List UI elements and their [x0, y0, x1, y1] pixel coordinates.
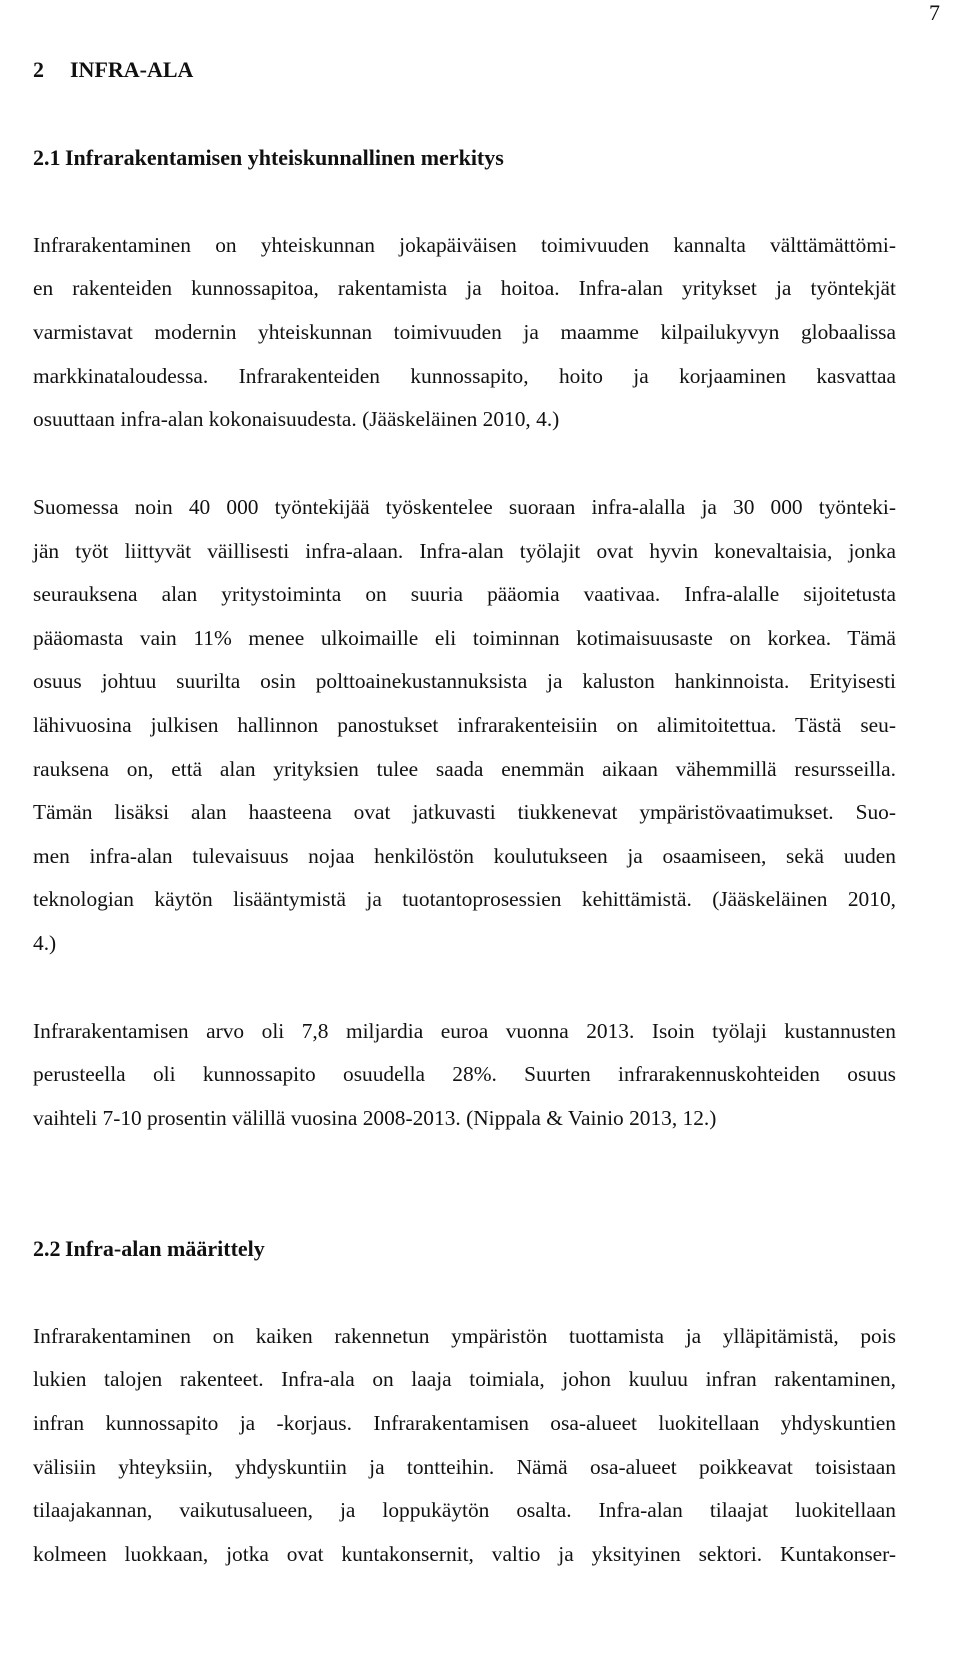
section-heading — [33, 145, 504, 171]
section-number: 2.1 — [33, 145, 61, 170]
section-heading — [33, 1236, 265, 1262]
paragraph-line: 4.) — [33, 931, 57, 955]
chapter-number: 2 — [33, 57, 44, 82]
paragraph-line: teknologian käytön lisääntymistä ja tuotantoprosessien kehittämistä. (Jääskeläinen 2010, — [33, 887, 896, 911]
chapter-heading — [33, 57, 193, 83]
paragraph-line: rauksena on, että alan yrityksien tulee saada enemmän aikaan vähemmillä resursseilla. — [33, 757, 896, 781]
paragraph-line: vaihteli 7-10 prosentin välillä vuosina 2008-2013. (Nippala & Vainio 2013, 12.) — [33, 1106, 717, 1130]
paragraph-line: men infra-alan tulevaisuus nojaa henkilöstön koulutukseen ja osaamiseen, sekä uuden — [33, 844, 896, 868]
chapter-title: INFRA-ALA — [70, 57, 194, 82]
section-title: Infra-alan määrittely — [65, 1236, 265, 1261]
section-number: 2.2 — [33, 1236, 61, 1261]
paragraph-line: Infrarakentaminen on yhteiskunnan jokapäiväisen toimivuuden kannalta välttämättömi- — [33, 233, 896, 257]
paragraph-line: Infrarakentaminen on kaiken rakennetun ympäristön tuottamista ja ylläpitämistä, pois — [33, 1324, 896, 1348]
section-title: Infrarakentamisen yhteiskunnallinen merkitys — [65, 145, 504, 170]
paragraph-line: jän työt liittyvät väillisesti infra-alaan. Infra-alan työlajit ovat hyvin konevaltaisia, jonka — [33, 539, 896, 563]
paragraph-line: osuus johtuu suurilta osin polttoainekustannuksista ja kaluston hankinnoista. Erityisesti — [33, 669, 896, 693]
paragraph-line: lukien talojen rakenteet. Infra-ala on laaja toimiala, johon kuuluu infran rakentaminen, — [33, 1367, 896, 1391]
paragraph-line: infran kunnossapito ja -korjaus. Infrarakentamisen osa-alueet luokitellaan yhdyskuntien — [33, 1411, 896, 1435]
paragraph-line: markkinataloudessa. Infrarakenteiden kunnossapito, hoito ja korjaaminen kasvattaa — [33, 364, 896, 388]
paragraph-line: seurauksena alan yritystoiminta on suuria pääomia vaativaa. Infra-alalle sijoitetusta — [33, 582, 896, 606]
paragraph-line: varmistavat modernin yhteiskunnan toimivuuden ja maamme kilpailukyvyn globaalissa — [33, 320, 896, 344]
paragraph-line: Tämän lisäksi alan haasteena ovat jatkuvasti tiukkenevat ympäristövaatimukset. Suo- — [33, 800, 896, 824]
paragraph-line: Suomessa noin 40 000 työntekijää työskentelee suoraan infra-alalla ja 30 000 työnteki- — [33, 495, 896, 519]
paragraph-line: kolmeen luokkaan, jotka ovat kuntakonsernit, valtio ja yksityinen sektori. Kuntakonser- — [33, 1542, 896, 1566]
paragraph-line: en rakenteiden kunnossapitoa, rakentamista ja hoitoa. Infra-alan yritykset ja työntekjät — [33, 276, 896, 300]
page-number: 7 — [929, 0, 940, 25]
paragraph-line: osuuttaan infra-alan kokonaisuudesta. (Jääskeläinen 2010, 4.) — [33, 407, 560, 431]
paragraph-line: lähivuosina julkisen hallinnon panostukset infrarakenteisiin on alimitoitettua. Tästä seu- — [33, 713, 896, 737]
paragraph-line: Infrarakentamisen arvo oli 7,8 miljardia euroa vuonna 2013. Isoin työlaji kustannusten — [33, 1019, 896, 1043]
paragraph-line: tilaajakannan, vaikutusalueen, ja loppukäytön osalta. Infra-alan tilaajat luokitellaan — [33, 1498, 896, 1522]
paragraph-line: perusteella oli kunnossapito osuudella 28%. Suurten infrarakennuskohteiden osuus — [33, 1062, 896, 1086]
paragraph-line: pääomasta vain 11% menee ulkoimaille eli toiminnan kotimaisuusaste on korkea. Tämä — [33, 626, 896, 650]
paragraph-line: välisiin yhteyksiin, yhdyskuntiin ja tontteihin. Nämä osa-alueet poikkeavat toisistaan — [33, 1455, 896, 1479]
